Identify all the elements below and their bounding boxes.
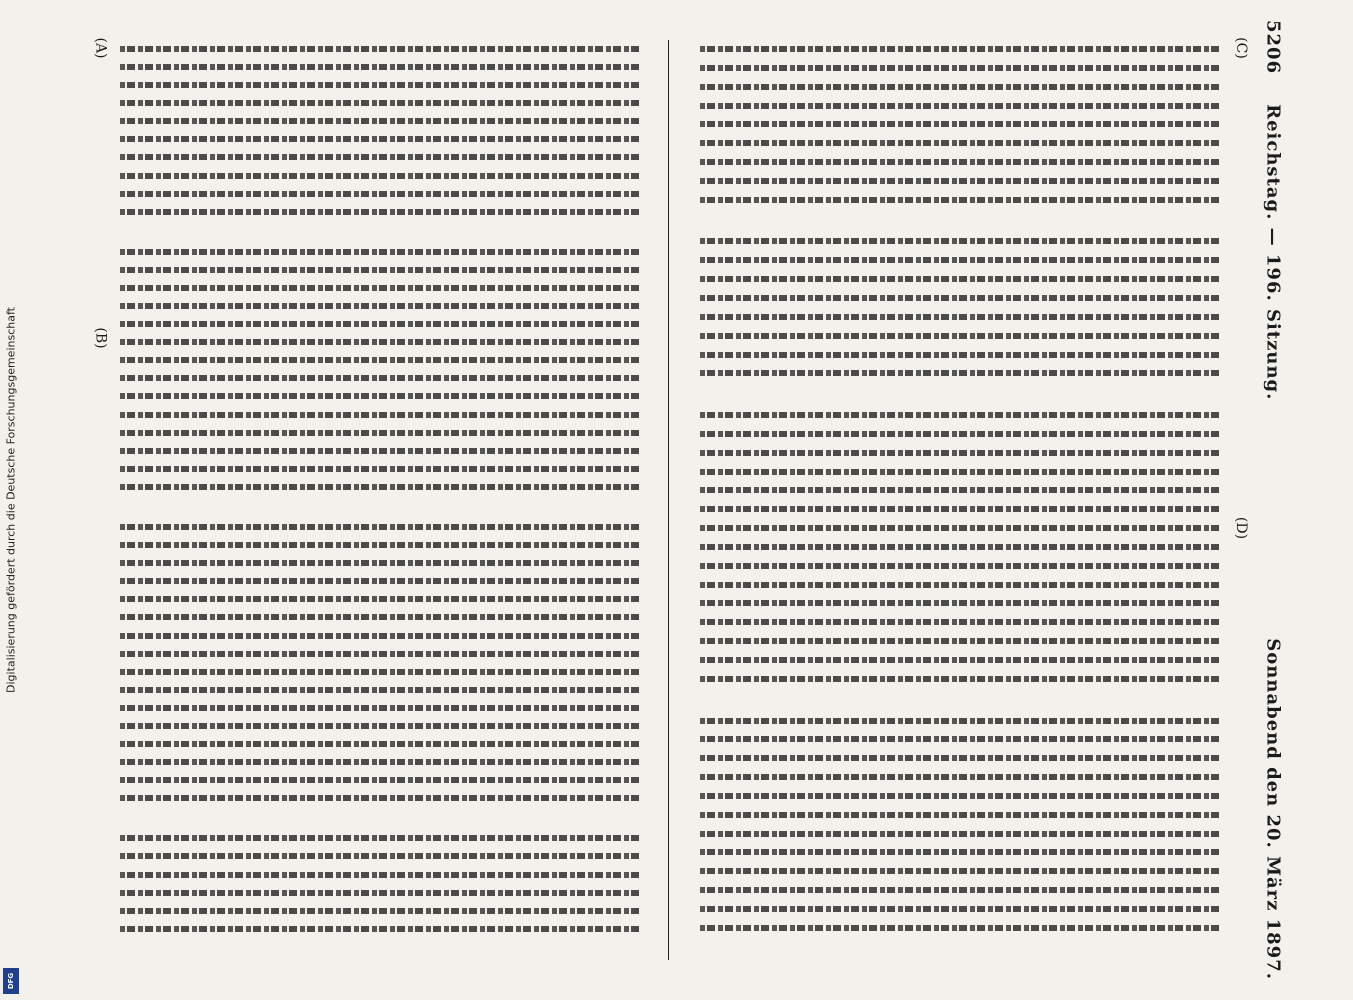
- body-text-line: [700, 868, 1220, 874]
- margin-letter-a: (A): [92, 37, 109, 59]
- body-text-line: [700, 197, 1220, 203]
- body-text-line: [700, 676, 1220, 682]
- body-text-line: [700, 657, 1220, 663]
- body-text-line: [120, 136, 640, 142]
- body-text-line: [700, 159, 1220, 165]
- column-rule: [668, 40, 669, 960]
- body-text-line: [700, 103, 1220, 109]
- body-text-line: [700, 718, 1220, 724]
- body-text-line: [120, 339, 640, 345]
- body-text-line: [120, 560, 640, 566]
- body-text-line: [120, 393, 640, 399]
- body-text-line: [700, 506, 1220, 512]
- body-text-line: [120, 484, 640, 490]
- body-text-line: [700, 276, 1220, 282]
- body-text-line: [700, 333, 1220, 339]
- body-text-line: [120, 209, 640, 215]
- paragraph-gap: [120, 944, 640, 954]
- body-text-line: [700, 238, 1220, 244]
- body-text-line: [120, 890, 640, 896]
- paragraph-gap: [700, 216, 1220, 226]
- paragraph-gap: [120, 227, 640, 237]
- body-text-line: [700, 65, 1220, 71]
- paragraph-gap: [700, 944, 1220, 954]
- body-text-line: [120, 118, 640, 124]
- body-text-line: [120, 669, 640, 675]
- body-text-line: [120, 173, 640, 179]
- body-text-line: [120, 357, 640, 363]
- body-text-line: [120, 633, 640, 639]
- header-title: Reichstag. — 196. Sitzung.: [1262, 104, 1284, 401]
- body-text-line: [700, 638, 1220, 644]
- body-text-line: [120, 723, 640, 729]
- body-text-line: [700, 178, 1220, 184]
- body-text-line: [120, 795, 640, 801]
- body-text-line: [120, 466, 640, 472]
- body-text-line: [120, 614, 640, 620]
- body-text-line: [120, 412, 640, 418]
- body-text-line: [700, 774, 1220, 780]
- body-text-line: [700, 793, 1220, 799]
- body-text-line: [700, 295, 1220, 301]
- body-text-line: [120, 835, 640, 841]
- body-text-line: [700, 84, 1220, 90]
- body-text-line: [120, 872, 640, 878]
- body-text-line: [700, 563, 1220, 569]
- funding-note: [0, 0, 22, 1000]
- paragraph-gap: [120, 502, 640, 512]
- body-text-line: [120, 777, 640, 783]
- margin-letter-b: (B): [92, 327, 109, 349]
- body-text-line: [700, 525, 1220, 531]
- body-text-line: [120, 741, 640, 747]
- body-text-line: [700, 46, 1220, 52]
- body-text-line: [120, 687, 640, 693]
- body-text-line: [120, 303, 640, 309]
- body-text-line: [120, 321, 640, 327]
- body-text-line: [120, 154, 640, 160]
- dfg-logo-text: DFG: [7, 972, 15, 990]
- body-text-line: [120, 908, 640, 914]
- body-text-line: [700, 906, 1220, 912]
- dfg-logo: [3, 968, 19, 994]
- body-text-line: [120, 448, 640, 454]
- text-column-right: [700, 40, 1220, 960]
- header-line: [1263, 20, 1284, 980]
- body-text-line: [700, 469, 1220, 475]
- running-header: [1253, 0, 1293, 1000]
- page-number: 5206: [1262, 20, 1284, 75]
- body-text-line: [700, 600, 1220, 606]
- body-text-line: [700, 487, 1220, 493]
- margin-letter-d: (D): [1233, 516, 1250, 540]
- body-text-line: [120, 596, 640, 602]
- body-text-line: [700, 450, 1220, 456]
- margin-letter-c: (C): [1232, 37, 1249, 59]
- paragraph-gap: [700, 695, 1220, 705]
- paragraph-gap: [700, 389, 1220, 399]
- body-text-line: [120, 524, 640, 530]
- body-text-line: [120, 651, 640, 657]
- body-text-line: [120, 285, 640, 291]
- body-text-line: [120, 82, 640, 88]
- body-text-line: [700, 736, 1220, 742]
- body-text-line: [700, 370, 1220, 376]
- body-text-line: [700, 812, 1220, 818]
- body-text-line: [120, 853, 640, 859]
- body-text-line: [700, 544, 1220, 550]
- body-text-line: [700, 257, 1220, 263]
- body-text-line: [120, 926, 640, 932]
- body-text-line: [120, 249, 640, 255]
- body-text-line: [120, 46, 640, 52]
- body-text-line: [120, 759, 640, 765]
- body-text-line: [120, 578, 640, 584]
- body-text-line: [120, 375, 640, 381]
- body-text-line: [700, 431, 1220, 437]
- body-text-line: [120, 542, 640, 548]
- body-text-line: [700, 619, 1220, 625]
- body-text-line: [700, 831, 1220, 837]
- body-text-line: [700, 121, 1220, 127]
- body-text-line: [700, 140, 1220, 146]
- body-text-line: [700, 352, 1220, 358]
- header-date: Sonnabend den 20. März 1897.: [1262, 638, 1284, 980]
- body-text-line: [700, 925, 1220, 931]
- body-text-line: [700, 849, 1220, 855]
- body-text-line: [120, 191, 640, 197]
- body-text-line: [120, 100, 640, 106]
- body-text-line: [120, 267, 640, 273]
- text-column-left: [120, 40, 640, 960]
- body-text-line: [700, 412, 1220, 418]
- body-text-line: [700, 755, 1220, 761]
- body-text-line: [700, 582, 1220, 588]
- body-text-line: [120, 64, 640, 70]
- paragraph-gap: [120, 813, 640, 823]
- body-text-line: [120, 705, 640, 711]
- body-text-line: [700, 887, 1220, 893]
- funding-text: Digitalisierung gefördert durch die Deutsche Forschungsgemeinschaft: [4, 307, 18, 693]
- body-text-line: [700, 314, 1220, 320]
- body-text-line: [120, 430, 640, 436]
